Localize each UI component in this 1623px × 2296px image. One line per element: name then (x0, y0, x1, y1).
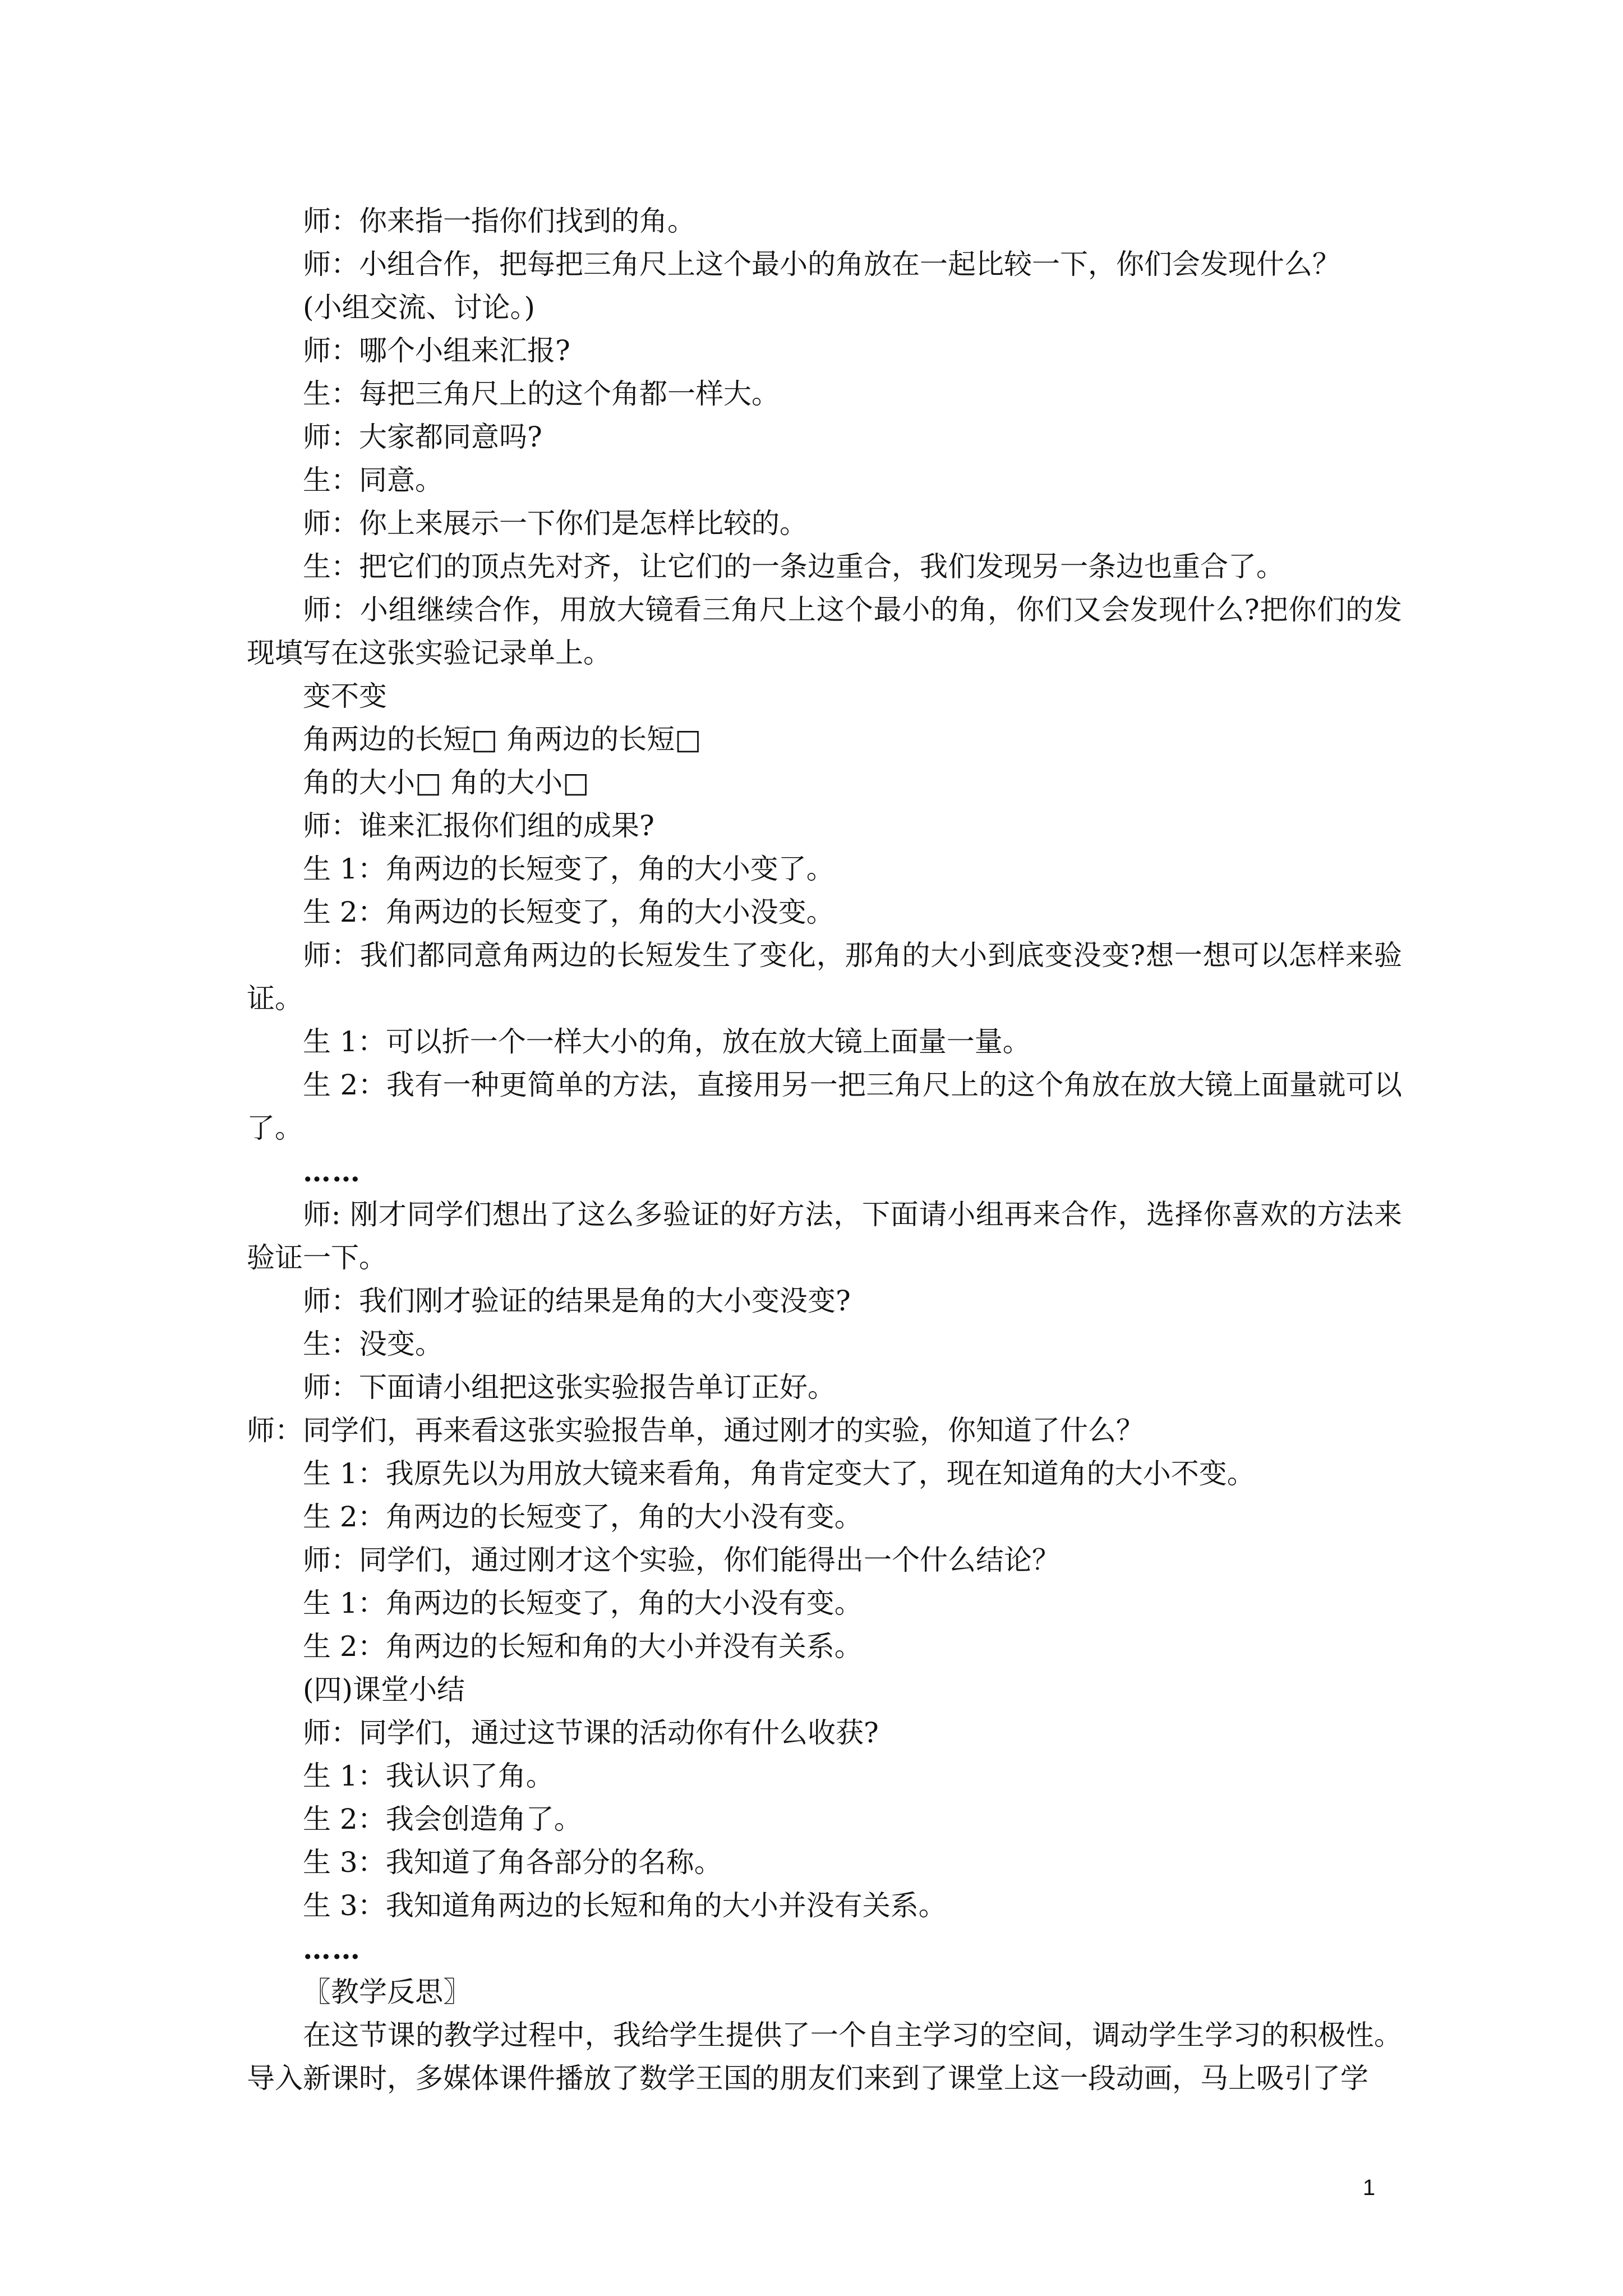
page-number: 1 (1363, 2175, 1376, 2200)
paragraph: 生：每把三角尺上的这个角都一样大。 (303, 378, 780, 410)
paragraph: 生 2：角两边的长短变了，角的大小没有变。 (303, 1501, 863, 1533)
paragraph: 在这节课的教学过程中，我给学生提供了一个自主学习的空间，调动学生学习的积极性。导入新课时，多媒体课件播放了数学王国的朋友们来到了课堂上这一段动画，马上吸引了学 (247, 2019, 1402, 2095)
paragraph: (小组交流、讨论。) (303, 291, 536, 324)
paragraph: 生 1：我原先以为用放大镜来看角，角肯定变大了，现在知道角的大小不变。 (303, 1457, 1255, 1490)
paragraph: 生：没变。 (303, 1328, 443, 1360)
paragraph: 师：我们都同意角两边的长短发生了变化，那角的大小到底变没变?想一想可以怎样来验证。 (247, 939, 1402, 1015)
paragraph: 师：我们刚才验证的结果是角的大小变没变? (303, 1285, 851, 1317)
paragraph: 师：同学们，通过这节课的活动你有什么收获? (303, 1717, 879, 1749)
paragraph: 师：哪个小组来汇报? (303, 334, 570, 367)
paragraph: 师：你来指一指你们找到的角。 (303, 205, 695, 237)
ellipsis-line: …… (303, 1932, 361, 1966)
ellipsis-line: …… (303, 1155, 361, 1188)
paragraph: 生 1：我认识了角。 (303, 1760, 554, 1792)
paragraph: 师：下面请小组把这张实验报告单订正好。 (303, 1371, 836, 1404)
paragraph: 生 1：角两边的长短变了，角的大小变了。 (303, 853, 834, 885)
paragraph: 师：小组合作，把每把三角尺上这个最小的角放在一起比较一下，你们会发现什么？ (303, 248, 1340, 280)
paragraph: 生 2：我有一种更简单的方法，直接用另一把三角尺上的这个角放在放大镜上面量就可以了。 (247, 1069, 1402, 1144)
paragraph: 师：小组继续合作，用放大镜看三角尺上这个最小的角，你们又会发现什么?把你们的发现填写在这张实验记录单上。 (247, 593, 1402, 669)
paragraph: 变不变 (303, 680, 387, 712)
paragraph: 〖教学反思〗 (303, 1976, 471, 2008)
document-body (247, 200, 1402, 2100)
paragraph: 角两边的长短□ 角两边的长短□ (303, 723, 702, 756)
paragraph: 生 1：可以折一个一样大小的角，放在放大镜上面量一量。 (303, 1025, 1031, 1058)
paragraph: 生 3：我知道角两边的长短和角的大小并没有关系。 (303, 1889, 947, 1922)
paragraph: 师: 刚才同学们想出了这么多验证的好方法，下面请小组再来合作，选择你喜欢的方法来验证一下。 (247, 1198, 1402, 1274)
paragraph: 生：把它们的顶点先对齐，让它们的一条边重合，我们发现另一条边也重合了。 (303, 550, 1284, 583)
paragraph: 角的大小□ 角的大小□ (303, 766, 589, 799)
paragraph: 生 2：角两边的长短变了，角的大小没变。 (303, 896, 834, 928)
paragraph: 生 1：角两边的长短变了，角的大小没有变。 (303, 1587, 863, 1619)
paragraph: 师：同学们，通过刚才这个实验，你们能得出一个什么结论？ (303, 1544, 1060, 1576)
paragraph: 师：你上来展示一下你们是怎样比较的。 (303, 507, 808, 540)
paragraph: 生 3：我知道了角各部分的名称。 (303, 1846, 722, 1879)
paragraph: 师：大家都同意吗? (303, 421, 542, 453)
paragraph: (四)课堂小结 (303, 1673, 465, 1706)
paragraph: 生：同意。 (303, 464, 443, 496)
paragraph: 生 2：角两边的长短和角的大小并没有关系。 (303, 1630, 863, 1663)
paragraph: 生 2：我会创造角了。 (303, 1803, 582, 1835)
paragraph: 师：谁来汇报你们组的成果? (303, 809, 654, 842)
paragraph: 师：同学们，再来看这张实验报告单，通过刚才的实验，你知道了什么？ (247, 1414, 1144, 1447)
